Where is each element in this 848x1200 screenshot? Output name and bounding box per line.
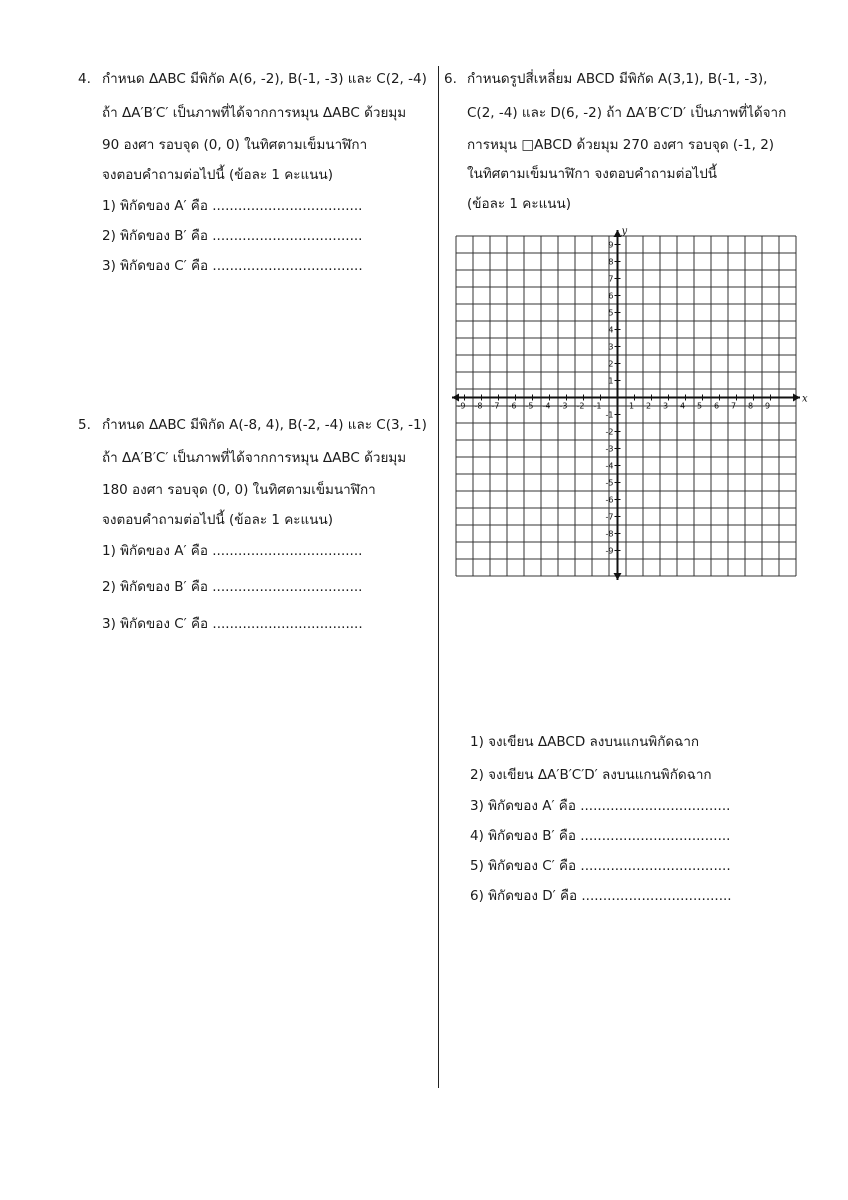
- y-tick-label: -1: [605, 410, 614, 420]
- y-tick-label: -9: [605, 546, 614, 556]
- answer-item: 1) พิกัดของ A′ คือ ...................................: [102, 198, 363, 214]
- x-tick-label: 4: [679, 401, 686, 411]
- x-tick-label: -6: [508, 401, 517, 411]
- answer-item: 2) พิกัดของ B′ คือ ...................................: [102, 579, 363, 595]
- column-divider: [438, 66, 439, 1088]
- answer-item: 6) พิกัดของ D′ คือ ...................................: [470, 888, 732, 904]
- question-6-number: 6.: [444, 71, 457, 87]
- x-tick-label: 5: [696, 401, 703, 411]
- answer-item: 2) พิกัดของ B′ คือ ...................................: [102, 228, 363, 244]
- question-4-line: จงตอบคำถามต่อไปนี้ (ข้อละ 1 คะแนน): [102, 167, 333, 183]
- question-4-line: 90 องศา รอบจุด (0, 0) ในทิศตามเข็มนาฬิกา: [102, 137, 368, 153]
- question-6-line: ในทิศตามเข็มนาฬิกา จงตอบคำถามต่อไปนี้: [467, 166, 718, 182]
- question-5-line: 180 องศา รอบจุด (0, 0) ในทิศตามเข็มนาฬิกา: [102, 482, 376, 498]
- x-tick-label: -7: [491, 401, 500, 411]
- x-tick-label: -2: [576, 401, 585, 411]
- y-tick-label: 4: [608, 325, 614, 335]
- x-axis-label: x: [802, 393, 808, 405]
- y-tick-label: 2: [608, 359, 614, 369]
- y-tick-label: 7: [608, 274, 614, 284]
- x-tick-label: 3: [662, 401, 669, 411]
- y-tick-label: -4: [605, 461, 614, 471]
- x-tick-label: -9: [457, 401, 466, 411]
- question-5-number: 5.: [78, 417, 91, 433]
- answer-item: 3) พิกัดของ C′ คือ ...................................: [102, 616, 363, 632]
- y-tick-label: -2: [605, 427, 614, 437]
- y-tick-label: -5: [605, 478, 614, 488]
- y-tick-label: -8: [605, 529, 614, 539]
- x-tick-label: 9: [764, 401, 771, 411]
- question-4-number: 4.: [78, 71, 91, 87]
- y-tick-label: -3: [605, 444, 614, 454]
- question-4-line: ถ้า ΔA′B′C′ เป็นภาพที่ได้จากการหมุน ΔABC ด้วยมุม: [102, 105, 407, 121]
- question-4-line: กำหนด ΔABC มีพิกัด A(6, -2), B(-1, -3) และ C(2, -4): [102, 71, 427, 87]
- y-tick-label: 1: [608, 376, 614, 386]
- question-6-line: กำหนดรูปสี่เหลี่ยม ABCD มีพิกัด A(3,1), B(-1, -3),: [467, 71, 768, 87]
- x-tick-label: 8: [747, 401, 754, 411]
- x-tick-label: -3: [559, 401, 568, 411]
- question-6-line: C(2, -4) และ D(6, -2) ถ้า ΔA′B′C′D′ เป็นภาพที่ได้จาก: [467, 105, 787, 121]
- answer-item: 3) พิกัดของ C′ คือ ...................................: [102, 258, 363, 274]
- y-tick-label: -7: [605, 512, 614, 522]
- y-tick-label: 8: [608, 257, 614, 267]
- x-tick-label: 1: [628, 401, 635, 411]
- x-tick-label: 7: [730, 401, 737, 411]
- x-tick-label: -1: [593, 401, 602, 411]
- y-axis-arrow-up-icon: [614, 230, 622, 237]
- x-tick-label: 2: [645, 401, 652, 411]
- x-tick-label: 6: [713, 401, 720, 411]
- coordinate-grid: [448, 226, 808, 590]
- question-5-line: ถ้า ΔA′B′C′ เป็นภาพที่ได้จากการหมุน ΔABC ด้วยมุม: [102, 450, 407, 466]
- answer-item: 2) จงเขียน ΔA′B′C′D′ ลงบนแกนพิกัดฉาก: [470, 767, 712, 783]
- answer-item: 3) พิกัดของ A′ คือ ...................................: [470, 798, 731, 814]
- x-tick-label: -8: [474, 401, 483, 411]
- question-5-line: จงตอบคำถามต่อไปนี้ (ข้อละ 1 คะแนน): [102, 512, 333, 528]
- y-tick-label: 6: [608, 291, 614, 301]
- answer-item: 5) พิกัดของ C′ คือ ...................................: [470, 858, 731, 874]
- x-tick-label: -4: [542, 401, 551, 411]
- y-tick-label: 9: [608, 240, 614, 250]
- answer-item: 4) พิกัดของ B′ คือ ...................................: [470, 828, 731, 844]
- question-5-line: กำหนด ΔABC มีพิกัด A(-8, 4), B(-2, -4) และ C(3, -1): [102, 417, 427, 433]
- y-tick-label: 3: [608, 342, 614, 352]
- y-tick-label: 5: [608, 308, 614, 318]
- question-6-line: (ข้อละ 1 คะแนน): [467, 196, 572, 212]
- answer-item: 1) พิกัดของ A′ คือ ...................................: [102, 543, 363, 559]
- x-tick-label: -5: [525, 401, 534, 411]
- y-axis-label: y: [621, 226, 628, 237]
- y-tick-label: -6: [605, 495, 614, 505]
- question-6-line: การหมุน □ABCD ด้วยมุม 270 องศา รอบจุด (-1, 2): [467, 137, 775, 153]
- answer-item: 1) จงเขียน ΔABCD ลงบนแกนพิกัดฉาก: [470, 734, 700, 750]
